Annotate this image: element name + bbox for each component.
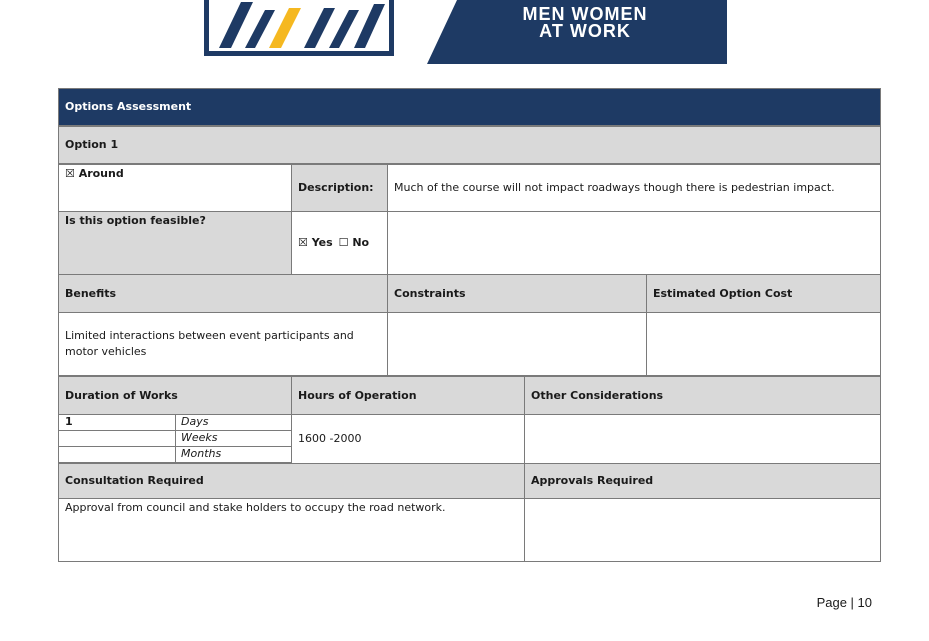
other-considerations-value [524,414,881,464]
consultation-label: Consultation Required [58,463,525,499]
duration-weeks-value [58,430,176,447]
consultation-value: Approval from council and stake holders to occupy the road network. [58,498,525,562]
approvals-label: Approvals Required [524,463,881,499]
feasible-notes-cell [387,211,881,275]
feasible-yes-checkbox[interactable]: ☒ Yes [298,236,333,249]
feasible-no-checkbox[interactable]: ☐ No [338,236,370,249]
maw-logo [204,0,394,56]
estimated-cost-label: Estimated Option Cost [646,274,881,313]
option-name-cell: ☒ Around [58,164,292,212]
duration-label: Duration of Works [58,376,292,415]
description-label: Description: [291,164,388,212]
benefits-value: Limited interactions between event participants and motor vehicles [58,312,388,376]
other-considerations-label: Other Considerations [524,376,881,415]
duration-days-value: 1 [58,414,176,431]
benefits-label: Benefits [58,274,388,313]
constraints-value [387,312,647,376]
maw-logo-mark [209,0,389,51]
logo-line-2: AT WORK [539,21,631,41]
description-value: Much of the course will not impact roadways though there is pedestrian impact. [387,164,881,212]
feasible-label: Is this option feasible? [58,211,292,275]
duration-days-unit: Days [175,414,292,431]
approvals-value [524,498,881,562]
duration-months-unit: Months [175,446,292,463]
page-number: Page | 10 [816,595,872,610]
feasible-options [291,211,388,275]
logo-line-1: MEN WOMEN [522,4,648,24]
estimated-cost-value [646,312,881,376]
hours-label: Hours of Operation [291,376,525,415]
duration-months-value [58,446,176,463]
option-label: Option 1 [58,126,881,164]
hours-value: 1600 -2000 [291,414,525,464]
duration-weeks-unit: Weeks [175,430,292,447]
constraints-label: Constraints [387,274,647,313]
options-assessment-title: Options Assessment [58,88,881,126]
